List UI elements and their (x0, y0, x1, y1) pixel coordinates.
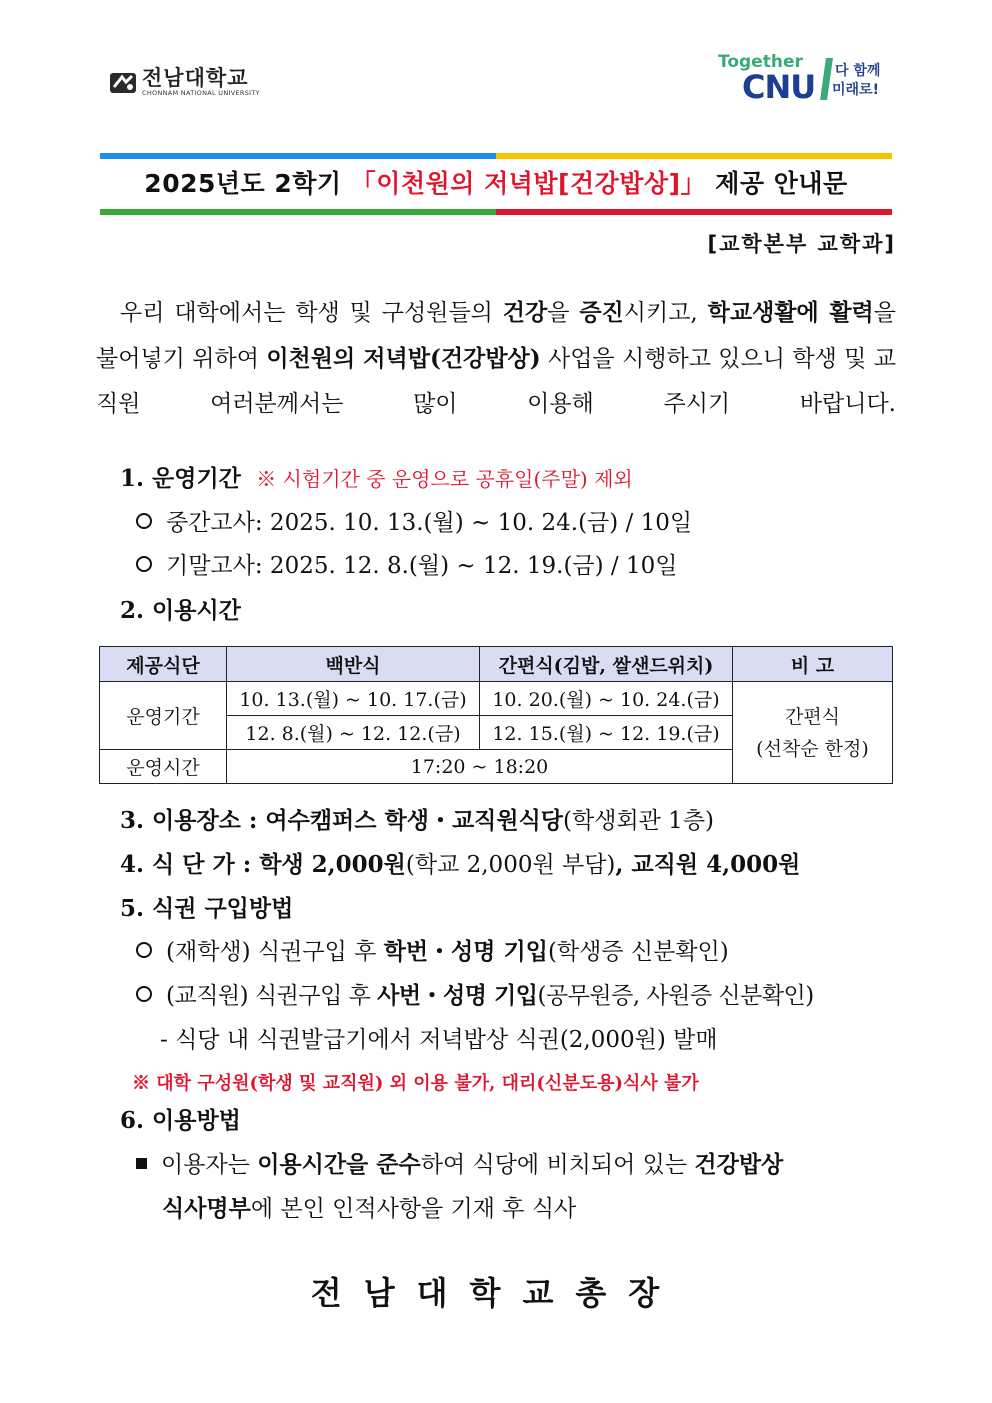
section-3-place: 여수캠퍼스 학생・교직원식당 (265, 807, 564, 834)
midterm-text: 중간고사: 2025. 10. 13.(월) ~ 10. 24.(금) / 10일 (166, 510, 693, 536)
student-price: 학생 2,000원 (259, 851, 406, 878)
usage-text: 이용자는 (161, 1152, 258, 1178)
separator: , (615, 851, 632, 878)
logo-korean-name: 전남대학교 (142, 66, 249, 90)
table-cell: 12. 15.(월) ~ 12. 19.(금) (480, 716, 733, 750)
usage-bold: 식사명부 (162, 1195, 251, 1222)
section-2-label: 2. 이용시간 (120, 597, 241, 624)
intro-bold: 이천원의 저녁밥(건강밥상) (266, 345, 541, 372)
slogan-korean-2: 미래로! (832, 82, 879, 98)
purchase-text: (재학생) 식권구입 후 (166, 939, 384, 965)
circle-bullet-icon (136, 513, 152, 529)
circle-bullet-icon (136, 556, 152, 572)
table-cell: 10. 20.(월) ~ 10. 24.(금) (480, 682, 733, 716)
purchase-text: (학생증 신분확인) (547, 939, 729, 965)
together-cnu-slogan (718, 52, 894, 108)
student-price-note: (학교 2,000원 부담) (405, 852, 616, 878)
table-header-row (100, 647, 893, 682)
intro-text: 을 불어넣기 위하여 (96, 300, 896, 372)
logo-english-name: CHONNAM NATIONAL UNIVERSITY (142, 89, 260, 97)
intro-text: 우리 대학에서는 학생 및 구성원들의 (120, 300, 503, 326)
ticket-machine-note: - 식당 내 식권발급기에서 저녁밥상 식권(2,000원) 발매 (160, 1027, 718, 1053)
circle-bullet-icon (136, 986, 152, 1002)
table-cell: 12. 8.(월) ~ 12. 12.(금) (227, 716, 480, 750)
section-4-label: 4. 식 단 가 : (120, 851, 260, 878)
purchase-students (136, 937, 729, 967)
department: [교학본부 교학과] (707, 232, 896, 256)
cnu-logo (108, 64, 260, 100)
staff-price: 교직원 4,000원 (631, 851, 801, 878)
title-suffix: 제공 안내문 (715, 169, 848, 198)
time-cell: 17:20 ~ 18:20 (227, 750, 733, 784)
circle-bullet-icon (136, 942, 152, 958)
title-bar-blue (100, 153, 496, 159)
title-bar-green (100, 209, 496, 215)
usage-bold: 이용시간을 준수 (257, 1151, 421, 1178)
section-5-label: 5. 식권 구입방법 (120, 895, 294, 922)
section-1-note: ※ 시험기간 중 운영으로 공휴일(주말) 제외 (256, 467, 633, 491)
usage-bold: 건강밥상 (694, 1151, 784, 1178)
usage-text: 하여 식당에 비치되어 있는 (420, 1152, 695, 1178)
usage-warning: ※ 대학 구성원(학생 및 교직원) 외 이용 불가, 대리(신분도용)식사 불가 (132, 1073, 699, 1094)
time-label-cell: 운영시간 (100, 750, 227, 784)
intro-paragraph (96, 290, 896, 427)
president-signature: 전남대학교총장 (310, 1274, 682, 1312)
remark-cell (733, 682, 893, 784)
intro-bold: 학교생활에 활력 (707, 299, 874, 326)
table-header: 백반식 (227, 647, 480, 682)
section-3-detail: (학생회관 1층) (563, 808, 715, 834)
usage-text: 에 본인 인적사항을 기재 후 식사 (250, 1196, 577, 1222)
intro-bold: 증진 (579, 299, 624, 326)
slogan-together: Together (718, 52, 803, 72)
page-title (100, 160, 892, 208)
slogan-cnu: CNU (742, 68, 816, 106)
intro-bold: 건강 (502, 299, 548, 326)
section-1-label: 1. 운영기간 (120, 465, 241, 492)
midterm-period (136, 508, 692, 538)
intro-text: 시키고, (623, 300, 708, 326)
purchase-bold: 학번・성명 기입 (383, 938, 548, 965)
purchase-text: (교직원) 식권구입 후 (166, 983, 378, 1009)
table-header: 제공식단 (100, 647, 227, 682)
final-period (136, 551, 677, 581)
table-header: 간편식(김밥, 쌀샌드위치) (480, 647, 733, 682)
remark-line-1: 간편식 (784, 705, 841, 728)
section-6-label: 6. 이용방법 (120, 1107, 241, 1134)
usage-method-line-2 (162, 1194, 576, 1224)
remark-line-2: (선착순 한정) (756, 737, 869, 760)
table-header: 비 고 (733, 647, 893, 682)
title-prefix: 2025년도 2학기 (144, 169, 342, 198)
section-1 (120, 464, 633, 494)
period-label-cell: 운영기간 (100, 682, 227, 750)
purchase-text: (공무원증, 사원증 신분확인) (537, 983, 814, 1009)
section-3-label: 3. 이용장소 : (120, 807, 266, 834)
section-4 (120, 850, 800, 880)
section-3 (120, 806, 714, 836)
title-bar-red (496, 209, 892, 215)
schedule-table (99, 646, 893, 784)
usage-method-line-1 (136, 1150, 783, 1180)
title-highlight: 「이천원의 저녁밥[건강밥상]」 (350, 169, 707, 198)
table-row (100, 682, 893, 716)
final-text: 기말고사: 2025. 12. 8.(월) ~ 12. 19.(금) / 10일 (166, 553, 678, 579)
table-cell: 10. 13.(월) ~ 10. 17.(금) (227, 682, 480, 716)
cnu-emblem-icon (108, 67, 138, 97)
title-bar-yellow (496, 153, 892, 159)
intro-text: 사업을 시행하고 있으니 학생 및 교직원 여러분께서는 많이 이용해 주시기 바랍니다. (96, 346, 897, 417)
purchase-bold: 사번・성명 기입 (377, 982, 538, 1009)
purchase-staff (136, 981, 814, 1011)
slogan-korean-1: 다 함께 (835, 63, 881, 79)
intro-text: 을 (547, 300, 580, 326)
square-bullet-icon (136, 1158, 147, 1169)
